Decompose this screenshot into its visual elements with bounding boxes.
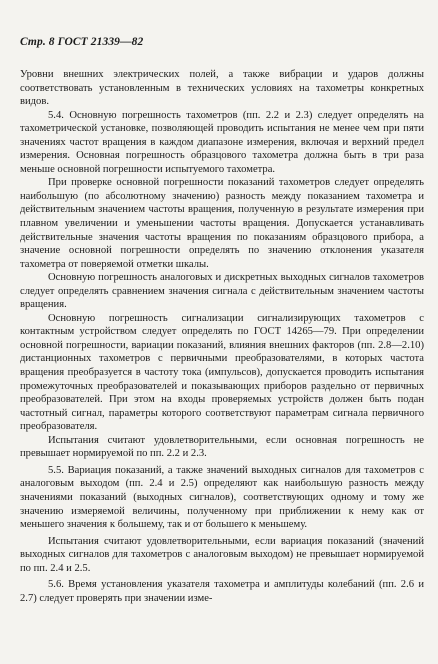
page-header: Стр. 8 ГОСТ 21339—82 (20, 36, 144, 48)
paragraph-5-6: 5.6. Время установления указателя тахометра и амплитуды колебаний (пп. 2.6 и 2.7) следует проверять при значении изме- (20, 579, 424, 604)
paragraph-tests-5-5: Испытания считают удовлетворительными, если вариация показаний (значений выходных сигналов для тахометров с аналоговым выходом) не превышает нормируемой по пп. 2.4 и 2.5. (20, 535, 424, 574)
paragraph-reading-error: При проверке основной погрешности показаний тахометров следует определять наибольшую (по абсолютному значению) разность между показанием тахометра и действительным значением частоты вращения, полученную в результате измерения при плавном увеличении и уменьшении частоты вращения. Допускается устанавливать действительные значения частоты вращения по показаниям образцового прибора, а значение основной погрешности определять по значению отклонения указателя тахометра от поверяемой отметки шкалы. (20, 177, 424, 270)
paragraph-tests-5-4: Испытания считают удовлетворительными, если основная погрешность не превышает нормируемой по пп. 2.2 и 2.3. (20, 434, 424, 460)
paragraph-signaling-error: Основную погрешность сигнализации сигнализирующих тахометров с контактным устройством следует определять по ГОСТ 14265—79. При определении основной погрешности, вариации показаний, влияния внешних факторов (пп. 2.8—2.10) дистанционных тахометров с первичными преобразователями, в которых частота вращения преобразуется в частоту тока (импульсов), допускается проводить испытания промежуточных преобразователей и показывающих приборов раздельно от первичных преобразователей. При этом на входы проверяемых устройств должен быть подан частотный сигнал, параметры которого соответствуют параметрам сигнала первичного преобразователя. (20, 312, 424, 433)
paragraph-5-5: 5.5. Вариация показаний, а также значений выходных сигналов для тахометров с аналоговым выходом (пп. 2.4 и 2.5) определяют как наибольшую разность между значениями показаний (выходных сигналов), соответствующих одному и тому же значению измеряемой величины, полученному при приближении к нему как от меньшего значения к большему, так и от большего к меньшему. (20, 464, 424, 531)
paragraph-5-4: 5.4. Основную погрешность тахометров (пп. 2.2 и 2.3) следует определять на тахометрической установке, позволяющей проводить испытания не менее чем при пяти значениях частот вращения в каждом диапазоне измерения, включая и верхний предел измерения. Основная погрешность образцового тахометра должна быть в три раза меньше основной погрешности испытуемого тахометра. (20, 109, 424, 175)
paragraph-fields-vibration: Уровни внешних электрических полей, а также вибрации и ударов должны соответствовать установленным в технических условиях на тахометры конкретных видов. (20, 69, 424, 108)
document-body (20, 68, 424, 605)
paragraph-output-signals: Основную погрешность аналоговых и дискретных выходных сигналов тахометров следует определять сравнением значения сигнала с действительным значением частоты вращения. (20, 272, 424, 311)
